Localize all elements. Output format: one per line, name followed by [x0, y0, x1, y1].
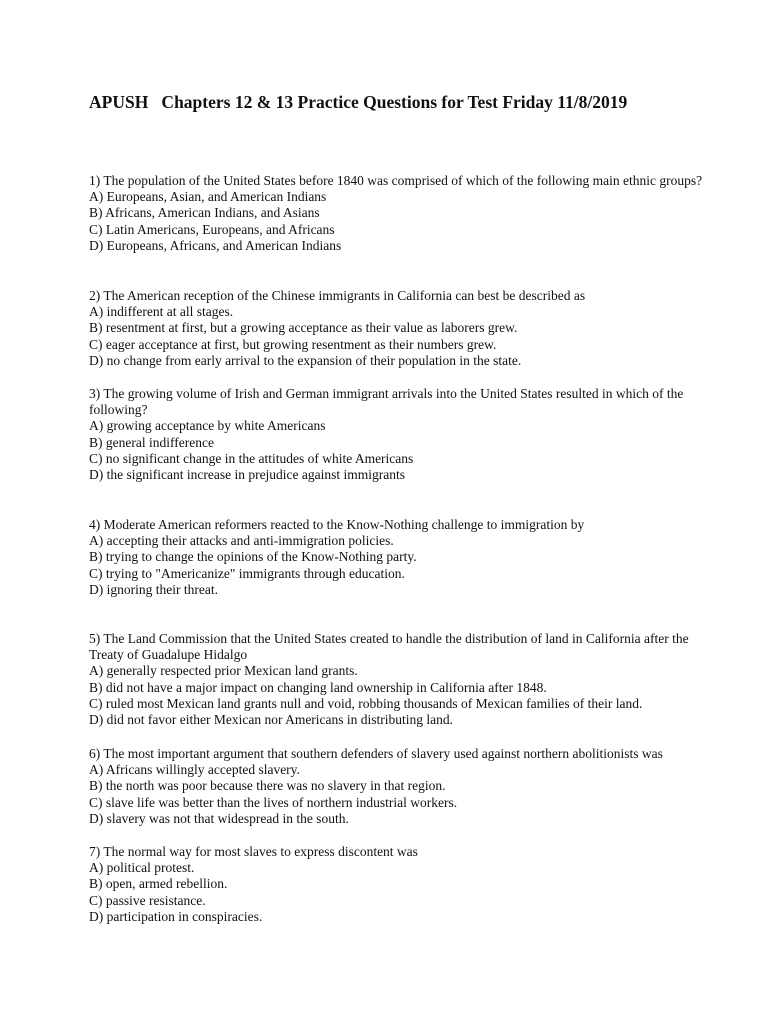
answer-option: B) Africans, American Indians, and Asians: [89, 205, 320, 221]
page-title: APUSH Chapters 12 & 13 Practice Questions for Test Friday 11/8/2019: [89, 92, 628, 112]
answer-option: A) Europeans, Asian, and American Indians: [89, 189, 327, 205]
answer-option: B) the north was poor because there was no slavery in that region.: [89, 778, 446, 794]
question-6: [89, 746, 709, 827]
answer-option: C) passive resistance.: [89, 892, 206, 908]
question-7: [89, 844, 709, 925]
answer-option: D) Europeans, Africans, and American Indians: [89, 237, 342, 253]
answer-option: C) trying to "Americanize" immigrants through education.: [89, 565, 405, 581]
question-stem: 3) The growing volume of Irish and German immigrant arrivals into the United States resulted in which of the following?: [89, 386, 684, 418]
answer-option: D) did not favor either Mexican nor Americans in distributing land.: [89, 712, 454, 728]
question-stem: 2) The American reception of the Chinese immigrants in California can best be described as: [89, 288, 586, 303]
question-stem: 7) The normal way for most slaves to express discontent was: [89, 844, 418, 859]
answer-option: D) ignoring their threat.: [89, 581, 218, 597]
answer-option: B) did not have a major impact on changing land ownership in California after 1848.: [89, 679, 547, 695]
question-4: [89, 517, 709, 598]
answer-option: D) participation in conspiracies.: [89, 908, 263, 924]
answer-option: D) the significant increase in prejudice against immigrants: [89, 467, 406, 483]
answer-option: A) Africans willingly accepted slavery.: [89, 762, 300, 778]
answer-option: A) generally respected prior Mexican land grants.: [89, 663, 358, 679]
answer-option: C) slave life was better than the lives of northern industrial workers.: [89, 794, 458, 810]
question-stem: 4) Moderate American reformers reacted to the Know-Nothing challenge to immigration by: [89, 517, 585, 532]
answer-option: B) general indifference: [89, 434, 214, 450]
answer-option: A) growing acceptance by white Americans: [89, 418, 326, 434]
answer-option: B) trying to change the opinions of the Know-Nothing party.: [89, 549, 417, 565]
question-1: [89, 173, 709, 254]
answer-option: C) no significant change in the attitudes of white Americans: [89, 450, 414, 466]
question-5: [89, 631, 709, 728]
answer-option: A) indifferent at all stages.: [89, 304, 234, 320]
question-stem: 6) The most important argument that southern defenders of slavery used against northern abolitionists was: [89, 746, 663, 761]
answer-option: C) eager acceptance at first, but growing resentment as their numbers grew.: [89, 336, 497, 352]
answer-option: B) resentment at first, but a growing acceptance as their value as laborers grew.: [89, 320, 518, 336]
answer-option: D) slavery was not that widespread in the south.: [89, 810, 349, 826]
question-3: [89, 386, 709, 483]
question-2: [89, 288, 709, 369]
answer-option: D) no change from early arrival to the expansion of their population in the state.: [89, 352, 522, 368]
question-stem: 5) The Land Commission that the United States created to handle the distribution of land in California after the Treaty of Guadalupe Hidalgo: [89, 631, 689, 663]
answer-option: B) open, armed rebellion.: [89, 876, 228, 892]
answer-option: C) ruled most Mexican land grants null and void, robbing thousands of Mexican families of their land.: [89, 695, 643, 711]
question-stem: 1) The population of the United States before 1840 was comprised of which of the following main ethnic groups?: [89, 173, 703, 188]
answer-option: C) Latin Americans, Europeans, and Africans: [89, 221, 335, 237]
answer-option: A) political protest.: [89, 860, 195, 876]
answer-option: A) accepting their attacks and anti-immigration policies.: [89, 533, 394, 549]
